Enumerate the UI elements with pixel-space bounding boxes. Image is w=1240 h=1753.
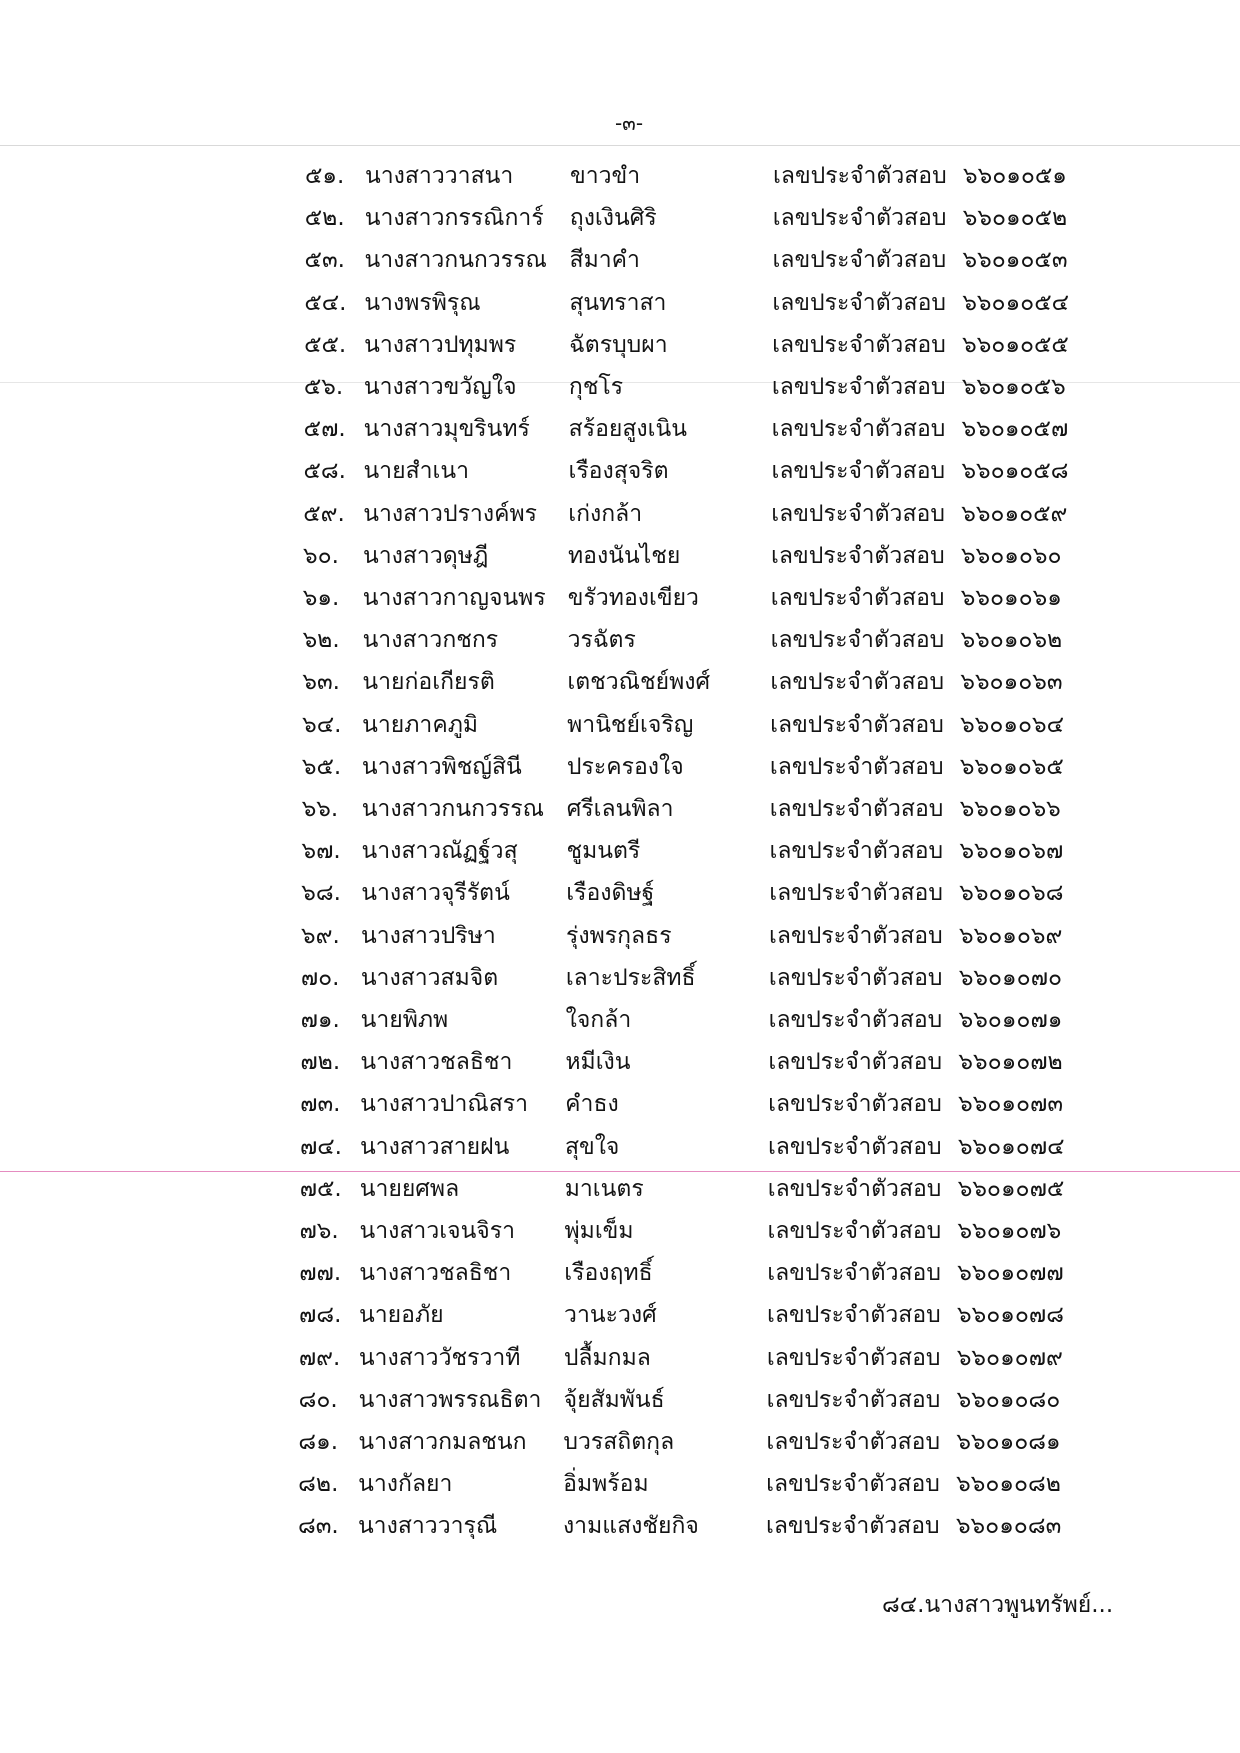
candidate-surname: เตชวณิชย์พงศ์ — [567, 669, 711, 696]
exam-id: ๖๖๐๑๐๘๒ — [956, 1471, 1061, 1498]
list-item — [0, 329, 1240, 361]
row-number: ๖๕. — [301, 753, 342, 780]
candidate-surname: คำธง — [565, 1091, 619, 1118]
exam-id-label: เลขประจำตัวสอบ — [772, 205, 947, 232]
candidate-surname: ถุงเงินศิริ — [569, 205, 657, 232]
exam-id-label: เลขประจำตัวสอบ — [770, 669, 945, 696]
list-item — [0, 582, 1240, 614]
exam-id-label: เลขประจำตัวสอบ — [770, 585, 945, 611]
row-number: ๕๒. — [304, 205, 345, 232]
row-number: ๕๕. — [304, 331, 347, 358]
exam-id: ๖๖๐๑๐๕๒ — [962, 205, 1068, 232]
list-item — [0, 835, 1240, 867]
exam-id: ๖๖๐๑๐๗๓ — [958, 1091, 1064, 1118]
candidate-name: นางสาวขวัญใจ — [363, 374, 517, 400]
candidate-surname: เรืองดิษฐ์ — [566, 880, 655, 907]
row-number: ๖๒. — [302, 627, 340, 654]
row-number: ๘๒. — [298, 1471, 339, 1498]
row-number: ๘๓. — [297, 1513, 339, 1540]
exam-id: ๖๖๐๑๐๕๗ — [961, 416, 1069, 443]
exam-id-label: เลขประจำตัวสอบ — [769, 922, 943, 949]
candidate-name: นางสาวณัฏฐ์วสุ — [361, 838, 518, 865]
candidate-name: นางสาวปาณิสรา — [360, 1091, 529, 1118]
candidate-name: นายพิภพ — [360, 1007, 449, 1033]
exam-id-label: เลขประจำตัวสอบ — [771, 458, 946, 485]
row-number: ๕๔. — [304, 289, 347, 316]
candidate-name: นายก่อเกียรติ — [362, 669, 495, 696]
footer-continuation: ๘๔.นางสาวพูนทรัพย์... — [882, 1592, 1114, 1618]
row-number: ๕๘. — [303, 458, 346, 485]
row-number: ๖๔. — [302, 711, 342, 738]
list-item — [0, 877, 1240, 909]
list-item — [0, 709, 1240, 741]
list-item — [0, 751, 1240, 783]
candidate-surname: ฉัตรบุบผา — [569, 331, 668, 358]
row-number: ๖๐. — [303, 542, 339, 569]
exam-id-label: เลขประจำตัวสอบ — [768, 1049, 943, 1076]
candidate-name: นางสาวสมจิต — [360, 964, 499, 991]
list-item — [0, 1088, 1240, 1120]
candidate-name: นางสาวกชกร — [362, 627, 499, 654]
candidate-surname: จุ้ยสัมพันธ์ — [563, 1386, 665, 1413]
exam-id-label: เลขประจำตัวสอบ — [766, 1386, 941, 1413]
row-number: ๖๘. — [301, 880, 341, 907]
row-number: ๖๖. — [301, 796, 339, 822]
exam-id-label: เลขประจำตัวสอบ — [771, 374, 946, 400]
list-item — [0, 540, 1240, 572]
exam-id-label: เลขประจำตัวสอบ — [769, 753, 944, 780]
exam-id: ๖๖๐๑๐๘๐ — [956, 1386, 1061, 1413]
exam-id: ๖๖๐๑๐๗๔ — [957, 1133, 1065, 1160]
candidate-name: นางกัลยา — [358, 1471, 453, 1498]
exam-id-label: เลขประจำตัวสอบ — [767, 1133, 942, 1160]
list-item — [0, 455, 1240, 487]
exam-id-label: เลขประจำตัวสอบ — [769, 796, 944, 822]
candidate-surname: ขรัวทองเขียว — [567, 585, 699, 611]
list-item — [0, 1173, 1240, 1205]
row-number: ๖๑. — [302, 585, 340, 611]
candidate-surname: รุ่งพรกุลธร — [566, 922, 672, 949]
exam-id-label: เลขประจำตัวสอบ — [770, 711, 944, 738]
row-number: ๕๖. — [303, 374, 344, 400]
list-item — [0, 793, 1240, 825]
list-item — [0, 1215, 1240, 1247]
candidate-surname: ประครองใจ — [566, 753, 684, 780]
candidate-name: นางสาววาสนา — [365, 163, 514, 189]
candidate-surname: บวรสถิตกุล — [563, 1429, 675, 1455]
row-number: ๘๑. — [298, 1429, 339, 1455]
row-number: ๕๑. — [305, 163, 345, 189]
list-item — [0, 202, 1240, 234]
candidate-name: นางสาวชลธิชา — [359, 1260, 512, 1287]
candidate-name: นางสาวดุษฎี — [363, 542, 489, 569]
exam-id-label: เลขประจำตัวสอบ — [773, 163, 947, 189]
exam-id-label: เลขประจำตัวสอบ — [767, 1260, 941, 1287]
list-item — [0, 287, 1240, 319]
candidate-name: นางสาวชลธิชา — [360, 1049, 513, 1076]
candidate-surname: ทองนันไชย — [568, 542, 681, 569]
row-number: ๗๙. — [298, 1344, 341, 1371]
candidate-name: นางสาวจุรีรัตน์ — [361, 880, 510, 907]
exam-id: ๖๖๐๑๐๖๒ — [960, 627, 1063, 654]
candidate-name: นางสาวเจนจิรา — [359, 1218, 516, 1244]
row-number: ๕๗. — [303, 416, 346, 443]
exam-id: ๖๖๐๑๐๗๖ — [957, 1218, 1062, 1244]
list-item — [0, 1342, 1240, 1374]
list-item — [0, 1299, 1240, 1331]
list-item — [0, 1046, 1240, 1078]
row-number: ๗๕. — [299, 1175, 342, 1202]
candidate-surname: เก่งกล้า — [568, 500, 643, 527]
candidate-surname: งามแสงชัยกิจ — [562, 1513, 699, 1540]
list-item — [0, 1510, 1240, 1542]
exam-id-label: เลขประจำตัวสอบ — [768, 1007, 943, 1033]
candidate-name: นางสาวปทุมพร — [364, 331, 517, 358]
exam-id-label: เลขประจำตัวสอบ — [767, 1175, 942, 1202]
exam-id: ๖๖๐๑๐๗๙ — [956, 1344, 1063, 1371]
candidate-name: นางสาวปริษา — [361, 922, 496, 949]
candidate-name: นางสาวกรรณิการ์ — [364, 205, 544, 232]
row-number: ๗๘. — [299, 1302, 342, 1329]
list-item — [0, 244, 1240, 276]
candidate-surname: พานิชย์เจริญ — [567, 711, 694, 738]
row-number: ๕๙. — [303, 500, 345, 527]
exam-id: ๖๖๐๑๐๗๒ — [958, 1049, 1063, 1076]
list-item — [0, 1131, 1240, 1163]
candidate-name: นายอภัย — [359, 1302, 444, 1329]
exam-id: ๖๖๐๑๐๗๗ — [957, 1260, 1064, 1287]
candidate-name: นายยศพล — [359, 1175, 460, 1202]
exam-id: ๖๖๐๑๐๖๔ — [960, 711, 1065, 738]
candidate-surname: ขาวขำ — [570, 163, 641, 189]
candidate-surname: สุนทราสา — [569, 289, 667, 316]
list-item — [0, 666, 1240, 698]
row-number: ๗๒. — [300, 1049, 341, 1076]
candidate-name: นางสาวมุขรินทร์ — [363, 416, 530, 443]
page-number: -๓- — [614, 111, 644, 135]
candidate-surname: เรืองฤทธิ์ — [564, 1260, 653, 1287]
list-item — [0, 1004, 1240, 1036]
candidate-name: นางสาวกนกวรรณ — [364, 247, 547, 274]
exam-id: ๖๖๐๑๐๕๓ — [962, 247, 1068, 274]
candidate-name: นางสาวพิชญ์สินี — [361, 753, 522, 780]
candidate-name: นางสาววัชรวาที — [358, 1344, 521, 1371]
candidate-surname: สุขใจ — [564, 1133, 620, 1160]
exam-id-label: เลขประจำตัวสอบ — [766, 1344, 941, 1371]
list-item — [0, 624, 1240, 656]
exam-id: ๖๖๐๑๐๖๘ — [959, 880, 1064, 907]
candidate-surname: ใจกล้า — [565, 1007, 632, 1033]
candidate-name: นางพรพิรุณ — [364, 289, 481, 316]
candidate-surname: พุ่มเข็ม — [564, 1218, 634, 1244]
list-item — [0, 962, 1240, 994]
candidate-surname: วานะวงศ์ — [564, 1302, 657, 1329]
exam-id-label: เลขประจำตัวสอบ — [767, 1302, 941, 1329]
exam-id: ๖๖๐๑๐๕๑ — [963, 163, 1067, 189]
candidate-surname: วรฉัตร — [567, 627, 636, 654]
candidate-name: นางสาวสายฝน — [359, 1133, 510, 1160]
exam-id: ๖๖๐๑๐๕๖ — [961, 374, 1066, 400]
list-item — [0, 920, 1240, 952]
candidate-name: นางสาวกนกวรรณ — [361, 796, 544, 822]
candidate-surname: ชูมนตรี — [566, 838, 641, 865]
exam-id-label: เลขประจำตัวสอบ — [766, 1429, 941, 1455]
exam-id-label: เลขประจำตัวสอบ — [771, 542, 945, 569]
exam-id: ๖๖๐๑๐๘๑ — [956, 1429, 1061, 1455]
candidate-name: นางสาวปรางค์พร — [363, 500, 537, 527]
candidate-surname: มาเนตร — [564, 1175, 644, 1202]
exam-id: ๖๖๐๑๐๕๘ — [961, 458, 1069, 485]
list-item — [0, 498, 1240, 530]
row-number: ๗๑. — [300, 1007, 340, 1033]
candidate-surname: เรืองสุจริต — [568, 458, 669, 485]
list-item — [0, 160, 1240, 192]
list-item — [0, 413, 1240, 445]
exam-id-label: เลขประจำตัวสอบ — [771, 416, 946, 443]
candidate-name: นางสาวกมลชนก — [358, 1429, 527, 1455]
row-number: ๖๓. — [302, 669, 340, 696]
exam-id: ๖๖๐๑๐๗๘ — [957, 1302, 1064, 1329]
exam-id: ๖๖๐๑๐๗๕ — [957, 1175, 1065, 1202]
candidate-name: นายสำเนา — [363, 458, 470, 485]
exam-id: ๖๖๐๑๐๖๓ — [960, 669, 1063, 696]
row-number: ๖๙. — [301, 922, 340, 949]
candidate-name: นางสาวกาญจนพร — [362, 585, 546, 611]
candidate-surname: ศรีเลนพิลา — [566, 796, 674, 822]
exam-id-label: เลขประจำตัวสอบ — [767, 1218, 942, 1244]
exam-id: ๖๖๐๑๐๖๕ — [959, 753, 1064, 780]
exam-id: ๖๖๐๑๐๖๖ — [959, 796, 1061, 822]
candidate-surname: ปลื้มกมล — [563, 1344, 651, 1371]
candidate-name: นายภาคภูมิ — [362, 711, 479, 738]
candidate-surname: อิ่มพร้อม — [563, 1471, 649, 1498]
candidate-surname: เลาะประสิทธิ์ — [565, 964, 696, 991]
list-item — [0, 371, 1240, 403]
exam-id-label: เลขประจำตัวสอบ — [771, 500, 945, 527]
candidate-name: นางสาววารุณี — [357, 1513, 498, 1540]
exam-id: ๖๖๐๑๐๕๕ — [962, 331, 1069, 358]
list-item — [0, 1426, 1240, 1458]
candidate-surname: กุชโร — [568, 374, 624, 400]
exam-id-label: เลขประจำตัวสอบ — [772, 247, 947, 274]
exam-id-label: เลขประจำตัวสอบ — [769, 838, 944, 865]
candidate-surname: สีมาคำ — [569, 247, 640, 274]
row-number: ๗๔. — [299, 1133, 342, 1160]
exam-id: ๖๖๐๑๐๗๑ — [958, 1007, 1063, 1033]
list-item — [0, 1384, 1240, 1416]
exam-id: ๖๖๐๑๐๖๗ — [959, 838, 1064, 865]
row-number: ๘๐. — [298, 1386, 338, 1413]
candidate-surname: หมีเงิน — [565, 1049, 631, 1076]
exam-id: ๖๖๐๑๐๗๐ — [958, 964, 1063, 991]
exam-id: ๖๖๐๑๐๖๐ — [961, 542, 1062, 569]
row-number: ๗๗. — [299, 1260, 342, 1287]
exam-id: ๖๖๐๑๐๘๓ — [955, 1513, 1062, 1540]
exam-id: ๖๖๐๑๐๕๙ — [961, 500, 1068, 527]
exam-id-label: เลขประจำตัวสอบ — [766, 1471, 940, 1498]
candidate-name: นางสาวพรรณธิตา — [358, 1386, 542, 1413]
row-number: ๗๖. — [299, 1218, 339, 1244]
list-item — [0, 1257, 1240, 1289]
row-number: ๖๗. — [301, 838, 341, 865]
candidate-surname: สร้อยสูงเนิน — [568, 416, 687, 443]
row-number: ๕๓. — [304, 247, 345, 274]
row-number: ๗๓. — [300, 1091, 341, 1118]
exam-id-label: เลขประจำตัวสอบ — [772, 331, 946, 358]
row-number: ๗๐. — [300, 964, 340, 991]
exam-id: ๖๖๐๑๐๖๑ — [960, 585, 1062, 611]
list-item — [0, 1468, 1240, 1500]
exam-id-label: เลขประจำตัวสอบ — [765, 1513, 940, 1540]
exam-id: ๖๖๐๑๐๖๙ — [959, 922, 1063, 949]
exam-id: ๖๖๐๑๐๕๔ — [962, 289, 1070, 316]
exam-id-label: เลขประจำตัวสอบ — [769, 880, 943, 907]
exam-id-label: เลขประจำตัวสอบ — [768, 964, 943, 991]
exam-id-label: เลขประจำตัวสอบ — [772, 289, 947, 316]
exam-id-label: เลขประจำตัวสอบ — [770, 627, 945, 654]
exam-id-label: เลขประจำตัวสอบ — [768, 1091, 942, 1118]
